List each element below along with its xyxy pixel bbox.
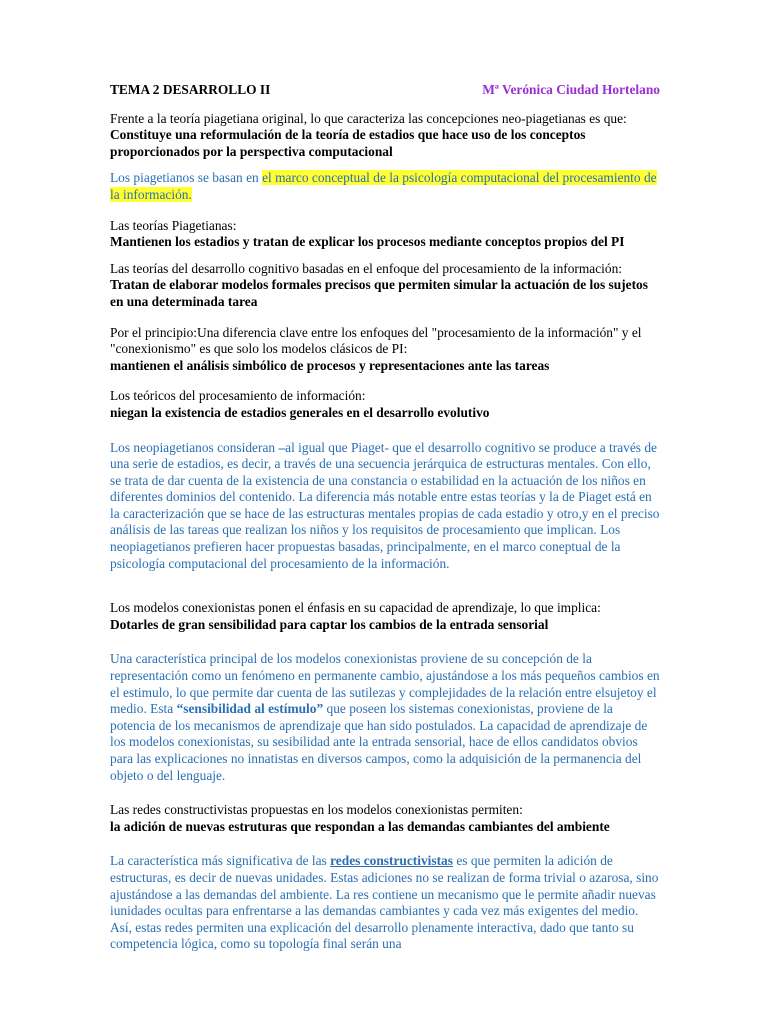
explanation-text: Una característica principal de los modelos conexionistas proviene de su concepción de la representación como un fenómeno en permanente cambio, ajustándose a los más pequeños cambios en el estimulo, lo que permite dar cuenta de las sutilezas y complejidades de la relación entre elsujetoy el medio. Esta bbox=[110, 651, 660, 717]
explanation-text-cont: que poseen los sistemas conexionistas, proviene de la potencia de los mecanismos de aprendizaje que han sido postulados. La capacidad de aprendizaje de los modelos conexionistas, su sesibilidad ante la entrada sensorial, hace de ellos candidatos obvios para las explicaciones no innatistas en diversos campos, como la adquisición de la permanencia del objeto o del lenguaje. bbox=[110, 701, 648, 783]
dash-text: – bbox=[278, 439, 286, 455]
highlighted-text: el marco conceptual de la psicología computacional del procesamiento de la información. bbox=[110, 170, 657, 202]
paragraph-4 bbox=[110, 261, 660, 311]
paragraph-9 bbox=[110, 651, 660, 784]
question-text: Las teorías Piagetianas: bbox=[110, 217, 237, 233]
question-text: Las teorías del desarrollo cognitivo basadas en el enfoque del procesamiento de la información: bbox=[110, 260, 623, 276]
explanation-text: La característica más significativa de las bbox=[110, 853, 331, 869]
answer-text: mantienen el análisis simbólico de procesos y representaciones ante las tareas bbox=[110, 357, 550, 373]
explanation-text-cont: al igual que Piaget- que el desarrollo cognitivo se produce a través de una serie de estadios, es decir, a través de una secuencia jerárquica de estructuras mentales. Con ello, se trata de dar cuenta de la existencia de una constancia o estabilidad en la actuación de los niños en diferentes dominios del contenido. La diferencia más notable entre estas teorías y la de Piaget está en la caracterización que se hace de las estructuras mentales propias de cada estadio y otro,y en el preciso análisis de las tareas que realizan los niños y los requisitos de procesamiento que implican. Los neopiagetianos prefieren hacer propuestas basadas, principalmente, en el marco coneptual de la psicología computacional del procesamiento de la información. bbox=[110, 439, 660, 571]
answer-text: la adición de nuevas estruturas que respondan a las demandas cambiantes del ambiente bbox=[110, 818, 610, 834]
answer-text: Constituye una reformulación de la teoría de estadios que hace uso de los conceptos proporcionados por la perspectiva computacional bbox=[110, 127, 586, 159]
question-text: Frente a la teoría piagetiana original, lo que caracteriza las concepciones neo-piagetianas es que: bbox=[110, 110, 627, 126]
underlined-term: redes constructivistas bbox=[330, 853, 453, 869]
document-header bbox=[110, 82, 660, 99]
paragraph-7 bbox=[110, 440, 660, 573]
explanation-text-cont: es que permiten la adición de estructuras, es decir de nuevas unidades. Estas adiciones no se realizan de forma trivial o azarosa, sino ajustándose a las demandas del ambiente. La res contiene un mecanismo que le permite añadir nuevas iunidades ocultas para enfrentarse a las demandas cambiantes y cada vez más exigentes del medio. Así, estas redes permiten una explicación del desarrollo plenamente interactiva, dado que tanto su competencia lógica, como su topología final serán una bbox=[110, 853, 659, 952]
paragraph-2 bbox=[110, 170, 660, 203]
question-text: Por el principio:Una diferencia clave entre los enfoques del "procesamiento de la información" y el "conexionismo" es que solo los modelos clásicos de PI: bbox=[110, 324, 642, 357]
document-title: TEMA 2 DESARROLLO II bbox=[110, 82, 271, 97]
paragraph-5 bbox=[110, 325, 660, 375]
explanation-text: Los piagetianos se basan en bbox=[110, 170, 263, 186]
question-text: Los modelos conexionistas ponen el énfasis en su capacidad de aprendizaje, lo que implica: bbox=[110, 600, 601, 616]
answer-text: Tratan de elaborar modelos formales precisos que permiten simular la actuación de los sujetos en una determinada tarea bbox=[110, 277, 648, 309]
explanation-text: Los neopiagetianos consideran bbox=[110, 439, 279, 455]
paragraph-3 bbox=[110, 218, 660, 251]
paragraph-11 bbox=[110, 853, 660, 953]
answer-text: Mantienen los estadios y tratan de explicar los procesos mediante conceptos propios del PI bbox=[110, 234, 625, 250]
paragraph-8 bbox=[110, 600, 660, 633]
answer-text: niegan la existencia de estadios generales en el desarrollo evolutivo bbox=[110, 404, 490, 420]
paragraph-1 bbox=[110, 111, 660, 161]
question-text: Las redes constructivistas propuestas en los modelos conexionistas permiten: bbox=[110, 802, 523, 818]
bold-quote-text: “sensibilidad al estímulo” bbox=[176, 701, 324, 717]
question-text: Los teóricos del procesamiento de información: bbox=[110, 388, 366, 404]
author-name: Mª Verónica Ciudad Hortelano bbox=[482, 82, 660, 97]
paragraph-6 bbox=[110, 388, 660, 421]
paragraph-10 bbox=[110, 802, 660, 835]
answer-text: Dotarles de gran sensibilidad para captar los cambios de la entrada sensorial bbox=[110, 616, 549, 632]
